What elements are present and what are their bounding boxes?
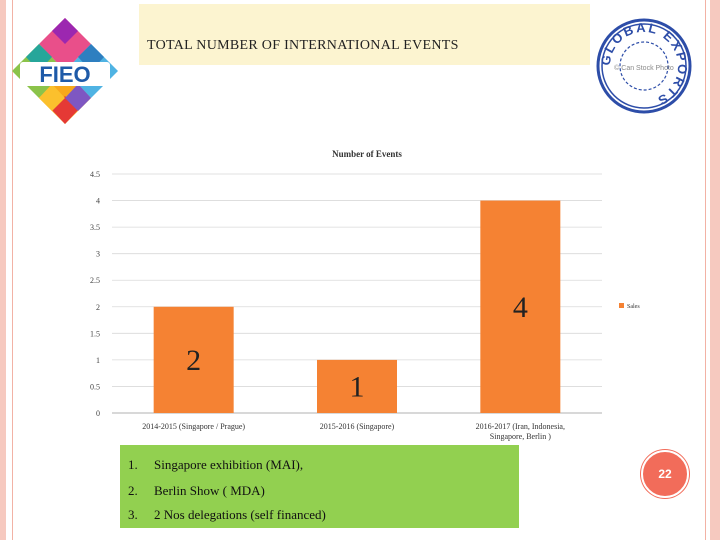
page-title: TOTAL NUMBER OF INTERNATIONAL EVENTS xyxy=(147,38,459,53)
x-tick-label: 2014-2015 (Singapore / Prague) xyxy=(142,422,246,431)
x-tick-label: 2016-2017 (Iran, Indonesia, xyxy=(475,422,565,431)
fieo-logo xyxy=(10,16,120,126)
chart-legend xyxy=(619,303,640,310)
page-number-badge: 22 xyxy=(641,450,689,498)
list-item-number: 1. xyxy=(128,457,138,472)
x-tick-label: Singapore, Berlin ) xyxy=(489,432,551,441)
data-label: 4 xyxy=(512,290,528,324)
list-item xyxy=(128,457,303,473)
y-tick-label: 4.5 xyxy=(90,170,100,179)
y-tick-label: 3.5 xyxy=(90,223,100,233)
stamp-text: GLOBAL EXPORTS xyxy=(597,19,691,110)
left-decor-strip xyxy=(0,0,6,540)
y-tick-label: 1.5 xyxy=(90,329,100,339)
y-tick-label: 0 xyxy=(96,409,100,418)
events-list xyxy=(120,445,519,528)
chart-title: Number of Events xyxy=(332,149,402,159)
list-item-number: 2. xyxy=(128,483,138,498)
y-tick-label: 0.5 xyxy=(90,382,100,392)
list-item-text: 2 Nos delegations (self financed) xyxy=(154,507,326,522)
right-decor-rule xyxy=(705,0,706,540)
data-label: 2 xyxy=(186,343,202,377)
right-decor-strip xyxy=(710,0,720,540)
y-tick-label: 2.5 xyxy=(90,276,100,286)
title-banner xyxy=(139,4,590,65)
y-tick-label: 3 xyxy=(96,249,100,259)
y-tick-label: 4 xyxy=(96,196,100,206)
y-tick-label: 2 xyxy=(96,302,100,312)
list-item-number: 3. xyxy=(128,507,138,522)
list-item xyxy=(128,483,265,499)
list-item-text: Singapore exhibition (MAI), xyxy=(154,457,304,472)
global-exports-stamp xyxy=(592,4,696,122)
stamp-watermark: © Can Stock Photo xyxy=(614,65,674,72)
list-item xyxy=(128,507,326,523)
list-item-text: Berlin Show ( MDA) xyxy=(154,483,265,498)
y-tick-label: 1 xyxy=(96,355,100,365)
data-label: 1 xyxy=(349,370,365,404)
events-bar-chart xyxy=(82,140,682,450)
legend-swatch xyxy=(619,303,624,308)
x-tick-label: 2015-2016 (Singapore) xyxy=(319,422,395,431)
logo-text: FIEO xyxy=(39,62,91,87)
legend-label: Sales xyxy=(627,304,640,310)
